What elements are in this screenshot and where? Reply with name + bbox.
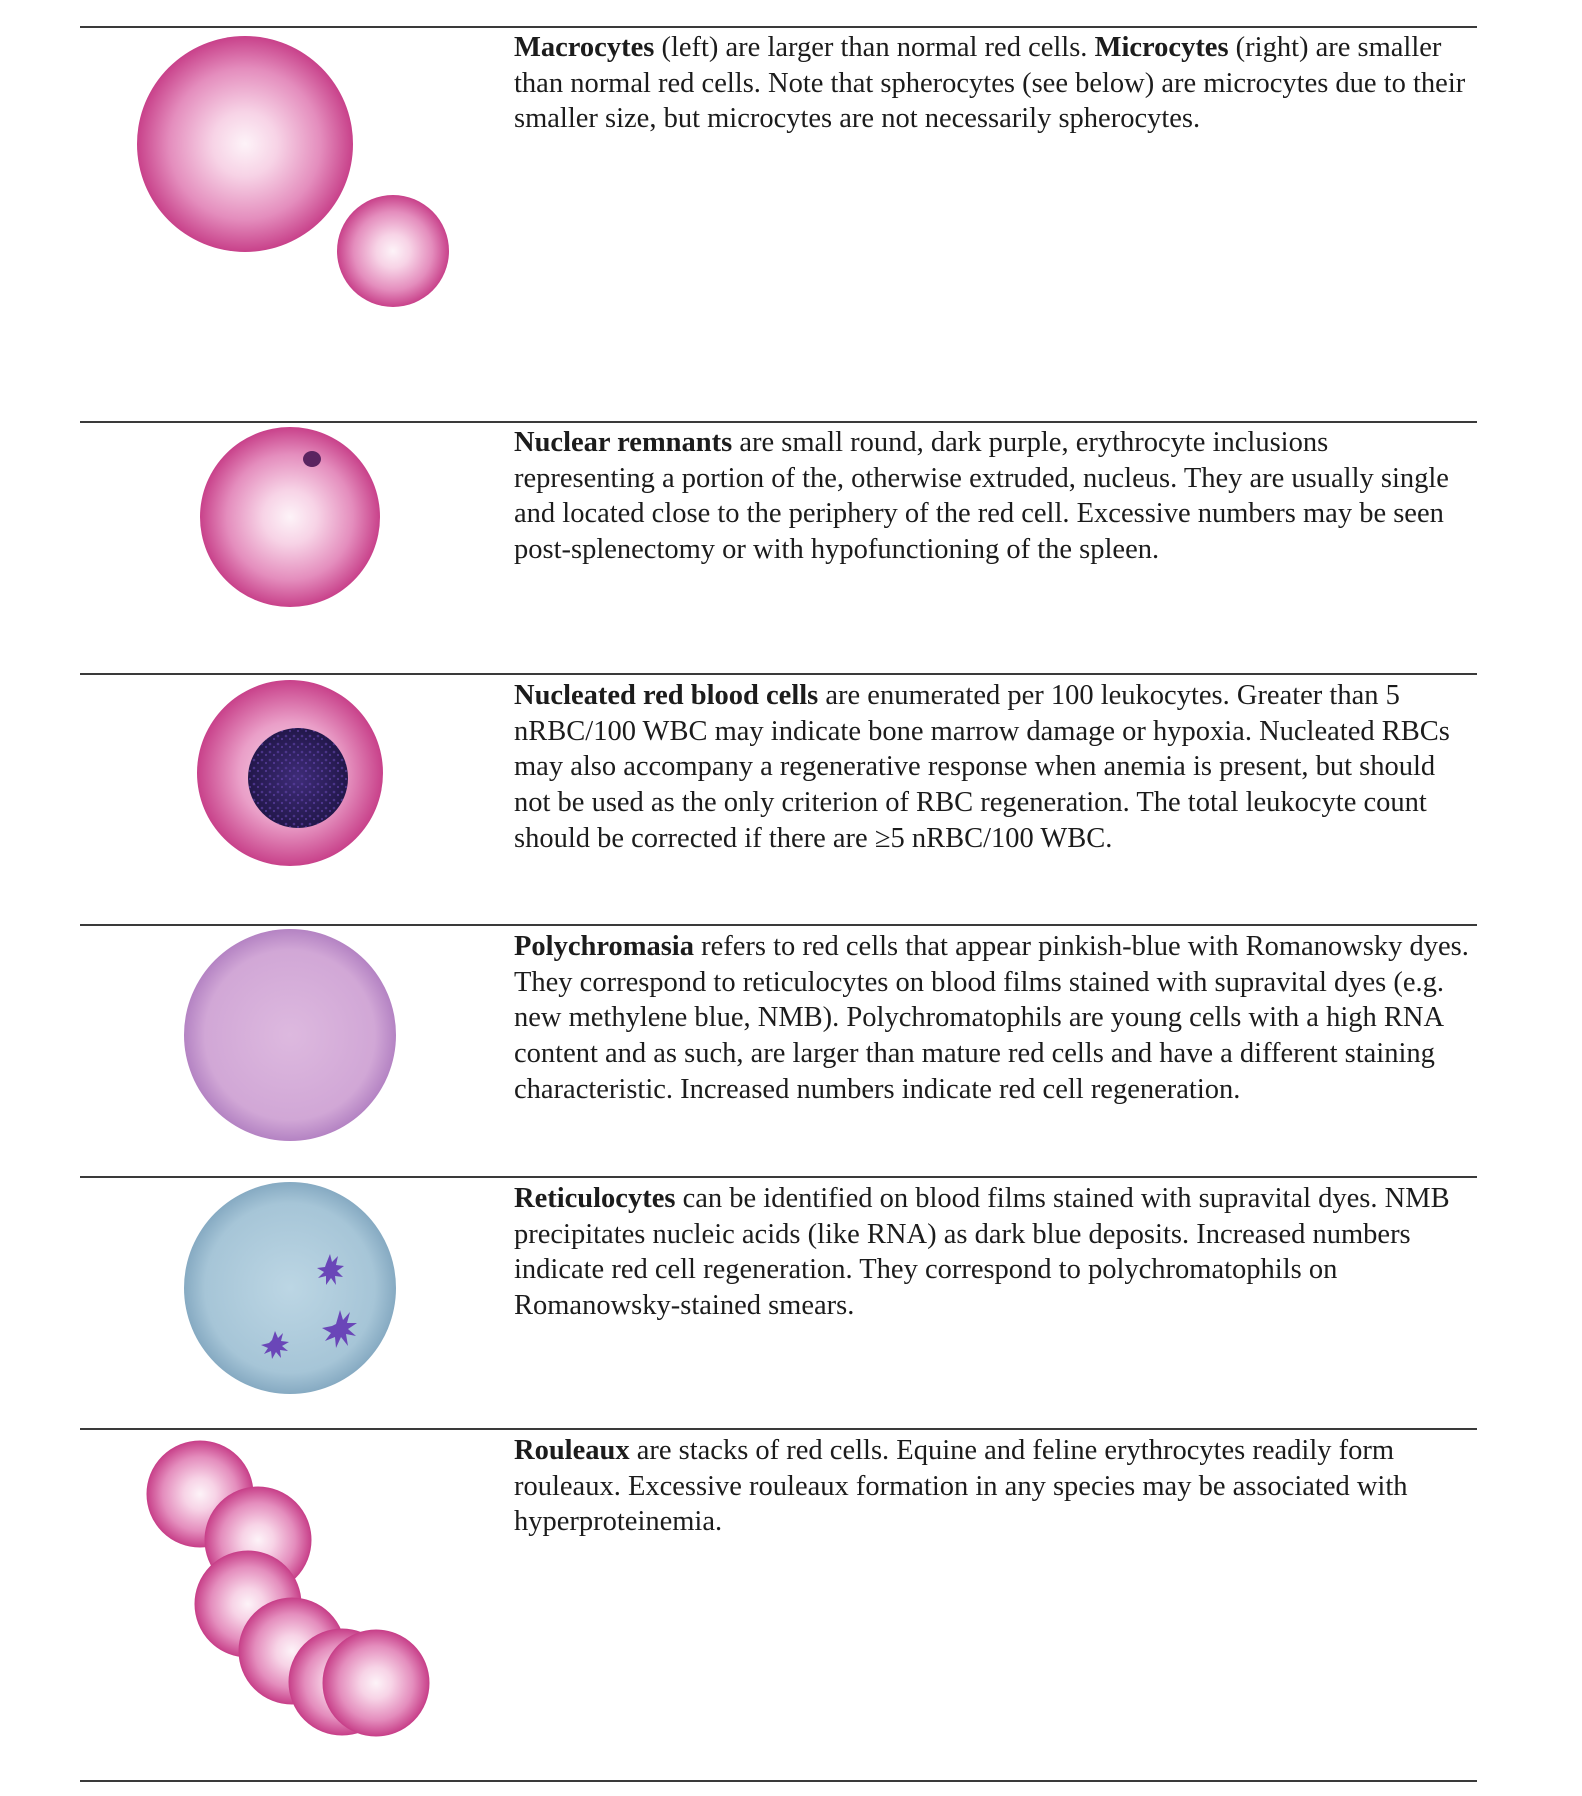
entry-text: (right) are smaller than normal red cells. Note that spherocytes (see below) are microcytes due to their smaller size, but microcytes are not necessarily spherocytes. <box>514 32 1466 135</box>
entry-rouleaux <box>514 1433 1474 1540</box>
entry-text: are small round, dark purple, erythrocyte inclusions representing a portion of the, otherwise extruded, nucleus. They are usually single and located close to the periphery of the red cell. Excessive numbers may be seen post-splenectomy or with hypofunctioning of the spleen. <box>514 427 1449 566</box>
reticulocyte-figure <box>100 1181 480 1397</box>
term-reticulocytes: Reticulocytes <box>514 1183 676 1214</box>
rouleaux-cell <box>323 1630 429 1736</box>
row-divider <box>80 421 1477 423</box>
macrocyte-microcyte-figure <box>100 30 480 320</box>
nucleus-chromatin <box>248 728 348 828</box>
term-microcytes: Microcytes <box>1094 32 1229 63</box>
red-cell <box>200 427 380 607</box>
term-nucleated-rbc: Nucleated red blood cells <box>514 680 819 711</box>
row-divider <box>80 26 1477 28</box>
entry-macrocytes <box>514 30 1474 137</box>
entry-polychromasia <box>514 929 1474 1108</box>
macrocyte-cell <box>137 36 353 252</box>
term-polychromasia: Polychromasia <box>514 931 694 962</box>
entry-reticulocytes <box>514 1181 1474 1324</box>
polychromatophil-cell <box>184 929 396 1141</box>
term-macrocytes: Macrocytes <box>514 32 655 63</box>
nuclear-remnant-figure <box>100 425 480 610</box>
polychromasia-figure <box>100 928 480 1144</box>
nuclear-remnant-inclusion <box>303 451 321 467</box>
row-divider <box>80 1780 1477 1782</box>
microcyte-cell <box>337 195 449 307</box>
entry-text: are enumerated per 100 leukocytes. Greater than 5 nRBC/100 WBC may indicate bone marrow damage or hypoxia. Nucleated RBCs may also accompany a regenerative response when anemia is present, but should not be used as the only criterion of RBC regeneration. The total leukocyte count should be corrected if there are ≥5 nRBC/100 WBC. <box>514 680 1450 854</box>
entry-text: refers to red cells that appear pinkish-blue with Romanowsky dyes. They correspond to reticulocytes on blood films stained with supravital dyes (e.g. new methylene blue, NMB). Polychromatophils are young cells with a high RNA content and as such, are larger than mature red cells and have a different staining characteristic. Increased numbers indicate red cell regeneration. <box>514 931 1469 1105</box>
entry-text: (left) are larger than normal red cells. <box>654 32 1095 63</box>
nucleated-rbc-figure <box>100 678 480 868</box>
row-divider <box>80 1176 1477 1178</box>
entry-text: are stacks of red cells. Equine and feline erythrocytes readily form rouleaux. Excessive rouleaux formation in any species may be associated with hyperproteinemia. <box>514 1435 1408 1538</box>
row-divider <box>80 924 1477 926</box>
entry-nucleated-rbc <box>514 678 1474 857</box>
entry-nuclear-remnants <box>514 425 1474 568</box>
entry-text: can be identified on blood films stained with supravital dyes. NMB precipitates nucleic acids (like RNA) as dark blue deposits. Increased numbers indicate red cell regeneration. They correspond to polychromatophils on Romanowsky-stained smears. <box>514 1183 1450 1322</box>
term-nuclear-remnants: Nuclear remnants <box>514 427 733 458</box>
term-rouleaux: Rouleaux <box>514 1435 630 1466</box>
row-divider <box>80 673 1477 675</box>
reticulocyte-cell <box>184 1182 396 1394</box>
row-divider <box>80 1428 1477 1430</box>
rouleaux-figure <box>100 1432 480 1742</box>
